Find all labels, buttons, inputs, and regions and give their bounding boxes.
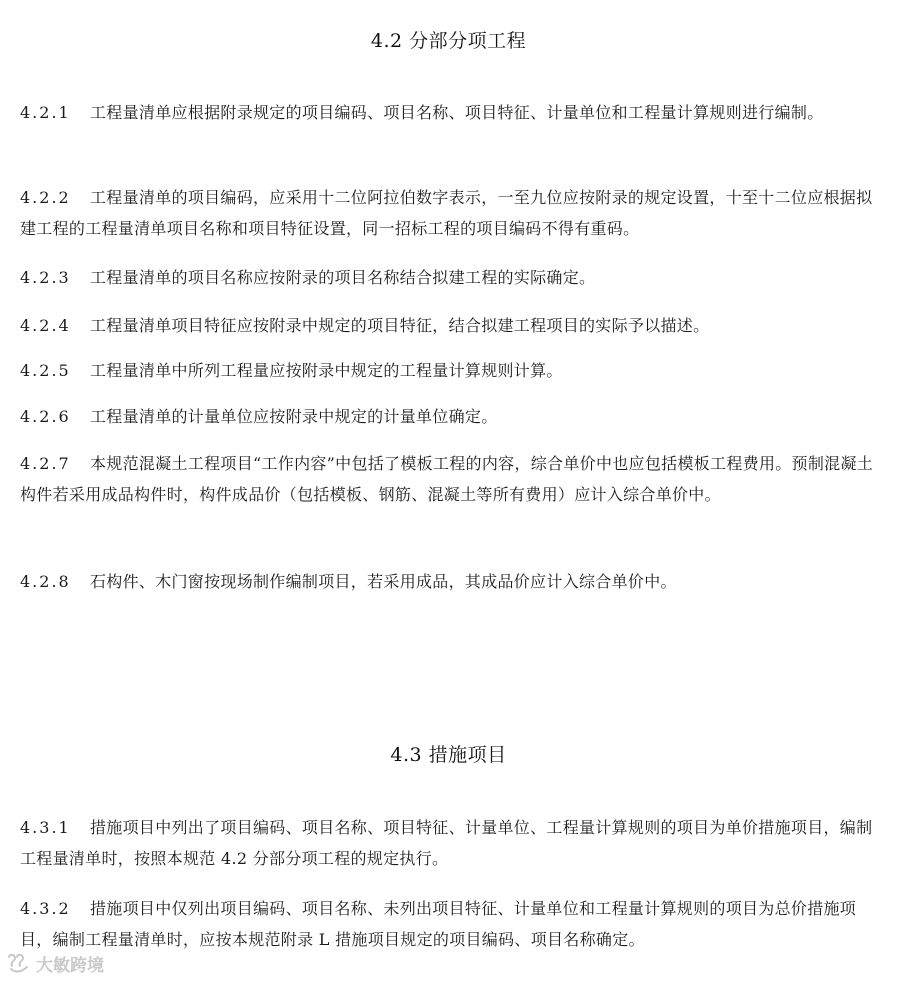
clause-text: 本规范混凝土工程项目“工作内容”中包括了模板工程的内容，综合单价中也应包括模板工程费用。预制混凝土构件若采用成品构件时，构件成品价（包括模板、钢筋、混凝土等所有费用）应计入综合单价中。 — [20, 454, 874, 504]
clause-4-2-4 — [20, 310, 880, 341]
clause-number: 4.2.3 — [20, 268, 71, 287]
clause-number: 4.2.1 — [20, 103, 71, 122]
clause-number: 4.2.6 — [20, 407, 71, 426]
watermark — [6, 951, 104, 976]
clause-4-2-2 — [20, 182, 880, 244]
clause-number: 4.3.1 — [20, 818, 71, 837]
clause-text: 措施项目中仅列出项目编码、项目名称、未列出项目特征、计量单位和工程量计算规则的项目为总价措施项目，编制工程量清单时，应按本规范附录 L 措施项目规定的项目编码、项目名称确定。 — [20, 899, 857, 949]
watermark-logo-icon — [6, 953, 30, 975]
clause-text: 工程量清单项目特征应按附录中规定的项目特征，结合拟建工程项目的实际予以描述。 — [90, 316, 710, 335]
clause-4-3-2 — [20, 893, 880, 955]
clause-number: 4.2.8 — [20, 572, 71, 591]
clause-4-2-8 — [20, 566, 880, 597]
clause-number: 4.2.5 — [20, 361, 71, 380]
clause-text: 工程量清单的计量单位应按附录中规定的计量单位确定。 — [90, 407, 498, 426]
clause-text: 石构件、木门窗按现场制作编制项目，若采用成品，其成品价应计入综合单价中。 — [90, 572, 677, 591]
watermark-text: 大敏跨境 — [36, 956, 104, 976]
section-heading-4-3: 4.3 措施项目 — [390, 744, 507, 766]
clause-text: 工程量清单应根据附录规定的项目编码、项目名称、项目特征、计量单位和工程量计算规则进行编制。 — [90, 103, 824, 122]
clause-text: 工程量清单的项目名称应按附录的项目名称结合拟建工程的实际确定。 — [90, 268, 596, 287]
clause-4-2-1 — [20, 97, 880, 128]
clause-text: 措施项目中列出了项目编码、项目名称、项目特征、计量单位、工程量计算规则的项目为单价措施项目，编制工程量清单时，按照本规范 4.2 分部分项工程的规定执行。 — [20, 818, 873, 868]
clause-4-2-7 — [20, 448, 880, 510]
clause-number: 4.2.4 — [20, 316, 71, 335]
clause-number: 4.3.2 — [20, 899, 71, 918]
clause-4-2-6 — [20, 401, 880, 432]
clause-text: 工程量清单的项目编码，应采用十二位阿拉伯数字表示，一至九位应按附录的规定设置，十至十二位应根据拟建工程的工程量清单项目名称和项目特征设置，同一招标工程的项目编码不得有重码。 — [20, 188, 873, 238]
section-heading-4-2: 4.2 分部分项工程 — [370, 30, 527, 52]
clause-4-2-5 — [20, 355, 880, 386]
clause-number: 4.2.7 — [20, 454, 71, 473]
clause-4-3-1 — [20, 812, 880, 874]
clause-4-2-3 — [20, 262, 880, 293]
clause-text: 工程量清单中所列工程量应按附录中规定的工程量计算规则计算。 — [90, 361, 563, 380]
clause-number: 4.2.2 — [20, 188, 71, 207]
